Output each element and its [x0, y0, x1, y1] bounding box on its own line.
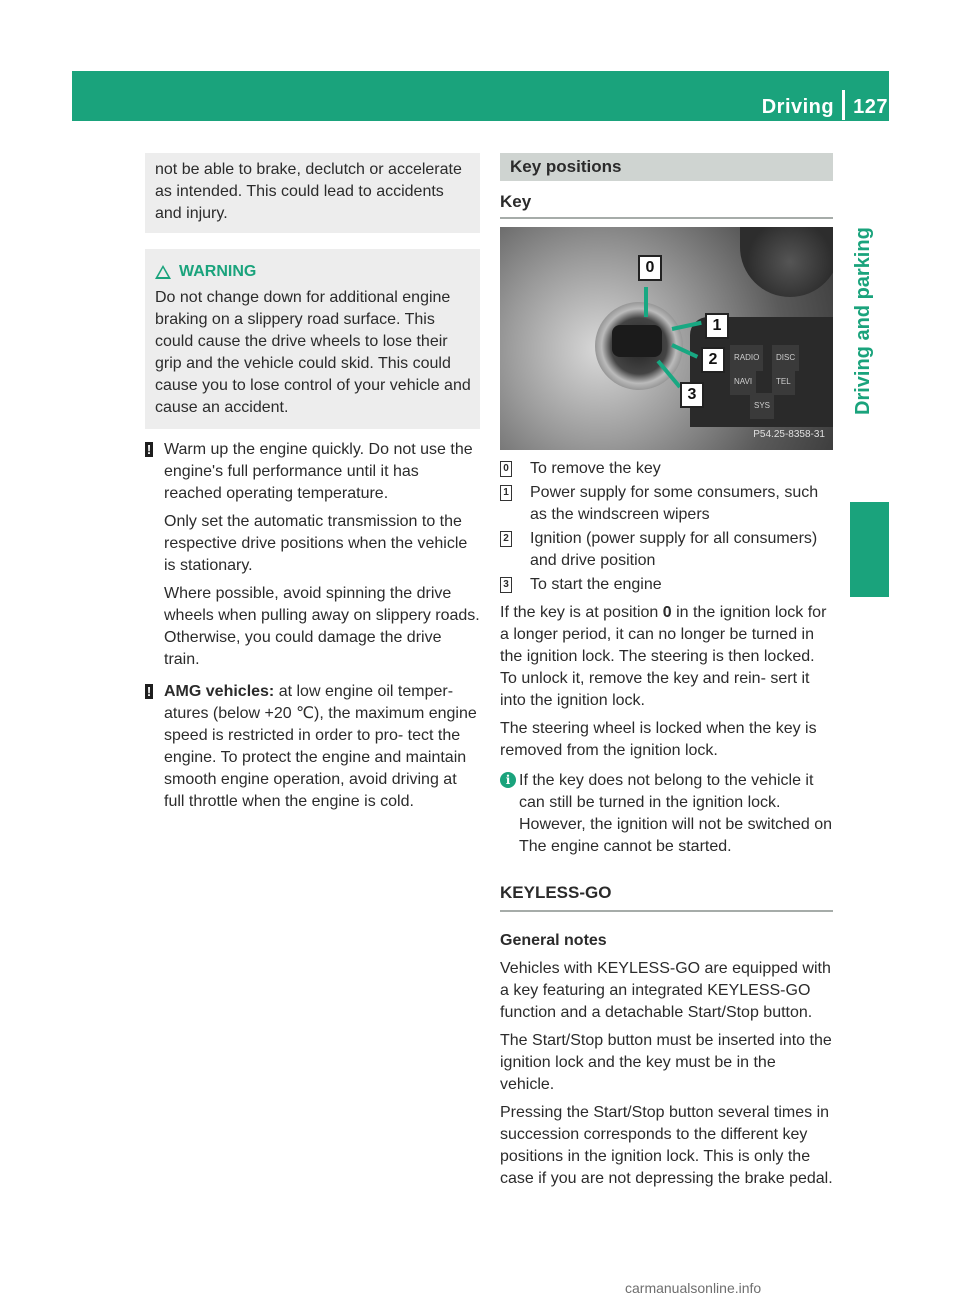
- callout-1: 1: [705, 313, 729, 339]
- figure-code: P54.25-8358-31: [753, 429, 825, 440]
- callout-0: 0: [638, 255, 662, 281]
- exclamation-icon: !: [146, 442, 152, 457]
- info-note: [500, 770, 833, 858]
- key-position-paragraph: [500, 602, 833, 712]
- page-number: 127: [853, 96, 888, 118]
- note-paragraph: Warm up the engine quickly. Do not use the engine's full performance until it has reached operating temperature.: [164, 441, 473, 502]
- panel-button: SYS: [750, 393, 774, 419]
- legend-text: To start the engine: [530, 576, 662, 593]
- general-paragraph: Pressing the Start/Stop button several times in succession corresponds to the different key positions in the ignition lock. This is only the case if you are not depressing the brake pedal.: [500, 1104, 833, 1187]
- legend-number: 1: [500, 485, 512, 501]
- legend-number: 2: [500, 531, 512, 547]
- keyless-go-heading: KEYLESS-GO: [500, 882, 833, 912]
- general-paragraph: Vehicles with KEYLESS-GO are equipped with a key featuring an integrated KEYLESS-GO function and a detachable Start/Stop button.: [500, 960, 831, 1021]
- left-column: [145, 153, 480, 819]
- panel-button: DISC: [772, 345, 799, 371]
- legend-text: To remove the key: [530, 460, 661, 477]
- continued-box: [145, 153, 480, 233]
- note-paragraph: [164, 681, 480, 813]
- callout-2: 2: [701, 347, 725, 373]
- amg-label: AMG vehicles:: [164, 683, 275, 700]
- sub-title: Key: [500, 181, 833, 219]
- legend-item: [500, 482, 833, 526]
- legend-item: [500, 574, 833, 596]
- warning-title: WARNING: [179, 263, 257, 280]
- right-column: [500, 153, 833, 1190]
- footer-watermark: carmanualsonline.info: [625, 1280, 762, 1296]
- header-title: [762, 90, 888, 120]
- steering-lock-paragraph: The steering wheel is locked when the key is removed from the ignition lock.: [500, 720, 817, 759]
- callout-line: [644, 287, 648, 317]
- warning-text: Do not change down for additional engine braking on a slippery road surface. This could cause the drive wheels to lose their grip and the vehicle could skid. This could cause you to lose control of your vehicle and cause an accident.: [155, 289, 471, 416]
- position-zero: 0: [662, 604, 672, 621]
- para-text: If the key is at position: [500, 604, 663, 621]
- info-icon: i: [500, 772, 516, 788]
- warning-box: [145, 249, 480, 429]
- continued-text: not be able to brake, declutch or accelerate as intended. This could lead to accidents and injury.: [155, 161, 462, 222]
- ignition-lock-photo: [500, 227, 833, 450]
- legend-number: 0: [500, 461, 512, 477]
- panel-button: RADIO: [730, 345, 763, 371]
- note-amg: [145, 681, 480, 813]
- legend: [500, 458, 833, 596]
- info-text: If the key does not belong to the vehicle it can still be turned in the ignition lock. However, the ignition will not be switched on The engine cannot be started.: [519, 772, 833, 855]
- key: [612, 325, 662, 357]
- legend-item: [500, 458, 833, 480]
- warning-triangle-icon: [155, 265, 171, 279]
- exclamation-icon: !: [146, 684, 152, 699]
- warning-heading: [155, 261, 472, 283]
- panel-button: NAVI: [730, 369, 756, 395]
- side-tab-block: [850, 502, 889, 597]
- chapter-title: Driving: [761, 96, 835, 118]
- header-separator: [842, 90, 845, 120]
- panel-button: TEL: [772, 369, 795, 395]
- legend-item: [500, 528, 833, 572]
- legend-number: 3: [500, 577, 512, 593]
- note-paragraph: Only set the automatic transmission to the respective drive positions when the vehicle is stationary.: [164, 513, 468, 574]
- legend-text: Power supply for some consumers, such as the windscreen wipers: [530, 484, 819, 523]
- general-notes-heading: General notes: [500, 932, 607, 949]
- section-title: Key positions: [500, 153, 833, 181]
- amg-text: at low engine oil temper- atures (below +20 ℃), the maximum engine speed is restricted in order to pro- tect the engine. To protect the engine and maintain smooth engine operation, avoid driving at full throttle when the engine is cold.: [164, 683, 477, 810]
- note-warm-up: [145, 439, 480, 671]
- legend-text: Ignition (power supply for all consumers) and drive position: [530, 530, 818, 569]
- side-tab-label: Driving and parking: [852, 227, 874, 415]
- air-vent: [740, 227, 833, 297]
- para-text: in the ignition lock for a longer period, it can no longer be turned in the ignition lock. The steering is then locked. To unlock it, remove the key and rein- sert it into the ignition lock.: [500, 604, 827, 709]
- note-paragraph: Where possible, avoid spinning the drive wheels when pulling away on slippery roads. Otherwise, you could damage the drive train.: [164, 585, 480, 668]
- callout-3: 3: [680, 382, 704, 408]
- general-paragraph: The Start/Stop button must be inserted into the ignition lock and the key must be in the vehicle.: [500, 1032, 832, 1093]
